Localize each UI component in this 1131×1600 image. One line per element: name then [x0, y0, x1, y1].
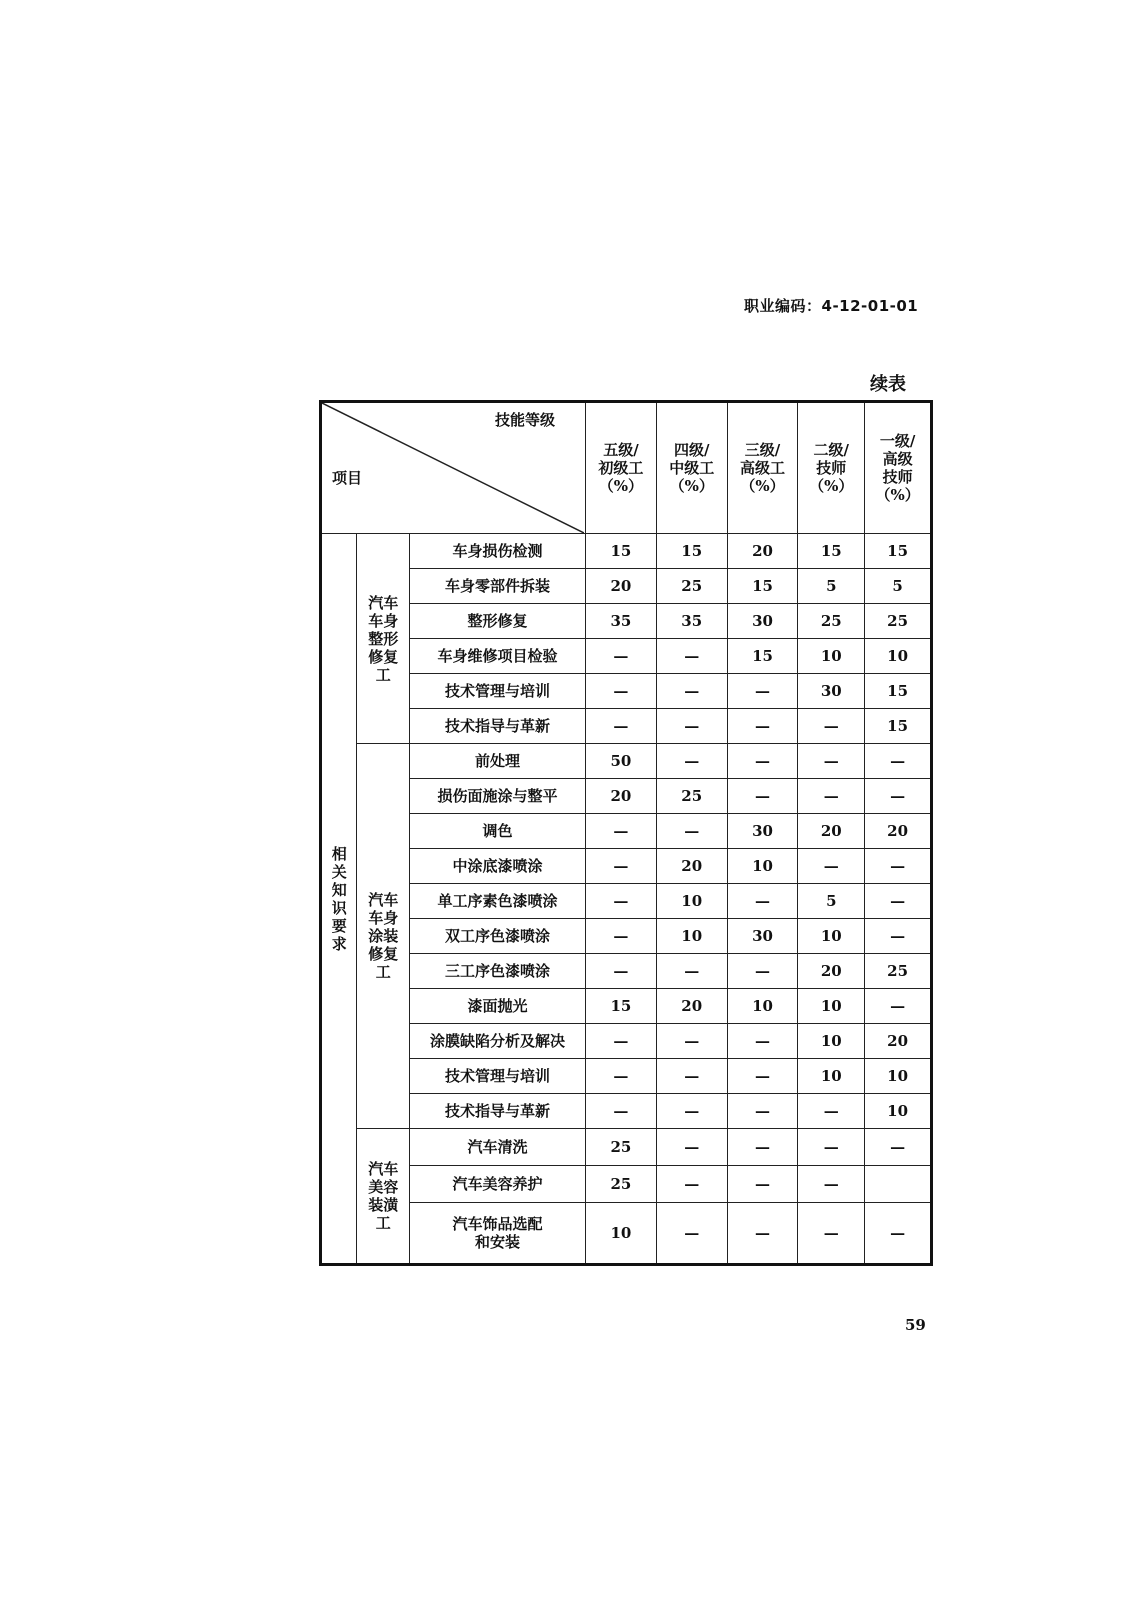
value-cell: — [586, 884, 657, 919]
item-cell: 损伤面施涂与整平 [410, 779, 586, 814]
item-cell: 前处理 [410, 744, 586, 779]
value-cell: — [727, 744, 798, 779]
table-row [321, 709, 932, 744]
value-cell: 5 [798, 569, 865, 604]
level-header-1: 一级/ 高级 技师 （%） [865, 402, 932, 534]
value-cell: — [586, 954, 657, 989]
value-cell: 5 [865, 569, 932, 604]
value-cell: 10 [865, 639, 932, 674]
table-row [321, 814, 932, 849]
value-cell: — [727, 1166, 798, 1203]
value-cell: — [865, 1129, 932, 1166]
category-cell: 相 关 知 识 要 求 [321, 534, 357, 1265]
value-cell: — [656, 744, 727, 779]
value-cell: — [865, 919, 932, 954]
level-header-5: 五级/ 初级工 （%） [586, 402, 657, 534]
value-cell: 25 [586, 1166, 657, 1203]
value-cell: — [656, 814, 727, 849]
table-row [321, 849, 932, 884]
item-cell: 三工序色漆喷涂 [410, 954, 586, 989]
table-row [321, 919, 932, 954]
value-cell: — [727, 1203, 798, 1265]
value-cell: 25 [586, 1129, 657, 1166]
value-cell: — [727, 1094, 798, 1129]
value-cell: 15 [798, 534, 865, 569]
value-cell: 50 [586, 744, 657, 779]
value-cell: 30 [727, 814, 798, 849]
value-cell: — [865, 989, 932, 1024]
value-cell: 10 [798, 919, 865, 954]
value-cell: — [656, 1059, 727, 1094]
group-name-cell: 汽车 车身 涂装 修复 工 [357, 744, 410, 1129]
value-cell: 20 [798, 954, 865, 989]
value-cell: 25 [798, 604, 865, 639]
table-row [321, 534, 932, 569]
value-cell: — [586, 709, 657, 744]
value-cell: — [798, 744, 865, 779]
value-cell: — [656, 1166, 727, 1203]
header-row [321, 402, 932, 534]
occupation-code: 职业编码：4-12-01-01 [744, 297, 919, 315]
value-cell: 35 [586, 604, 657, 639]
value-cell: 10 [798, 639, 865, 674]
value-cell: — [727, 954, 798, 989]
item-cell: 中涂底漆喷涂 [410, 849, 586, 884]
value-cell: — [656, 639, 727, 674]
value-cell: — [586, 674, 657, 709]
value-cell: 25 [656, 569, 727, 604]
table-row [321, 1059, 932, 1094]
item-cell: 技术管理与培训 [410, 1059, 586, 1094]
value-cell: 20 [727, 534, 798, 569]
value-cell: — [656, 1024, 727, 1059]
value-cell: 10 [656, 884, 727, 919]
group-name-cell: 汽车 车身 整形 修复 工 [357, 534, 410, 744]
table-row [321, 1166, 932, 1203]
value-cell: — [586, 849, 657, 884]
table-row [321, 989, 932, 1024]
item-cell: 调色 [410, 814, 586, 849]
value-cell: — [656, 1203, 727, 1265]
item-cell: 单工序素色漆喷涂 [410, 884, 586, 919]
value-cell: — [586, 1059, 657, 1094]
value-cell: 20 [656, 989, 727, 1024]
item-cell: 涂膜缺陷分析及解决 [410, 1024, 586, 1059]
value-cell: 10 [798, 1059, 865, 1094]
value-cell: 15 [865, 534, 932, 569]
value-cell: — [727, 674, 798, 709]
group-name-cell: 汽车 美容 装潢 工 [357, 1129, 410, 1265]
value-cell: 15 [656, 534, 727, 569]
value-cell: 10 [798, 1024, 865, 1059]
value-cell: — [727, 1129, 798, 1166]
value-cell: 30 [727, 604, 798, 639]
table-row [321, 884, 932, 919]
value-cell: 25 [656, 779, 727, 814]
value-cell: 10 [727, 849, 798, 884]
value-cell: 25 [865, 604, 932, 639]
value-cell: — [586, 639, 657, 674]
value-cell: — [865, 884, 932, 919]
value-cell: 20 [656, 849, 727, 884]
value-cell: — [798, 779, 865, 814]
corner-item-label: 项目 [332, 469, 363, 487]
item-cell: 汽车美容养护 [410, 1166, 586, 1203]
value-cell: — [586, 919, 657, 954]
item-cell: 车身损伤检测 [410, 534, 586, 569]
value-cell: — [865, 779, 932, 814]
table-row [321, 744, 932, 779]
value-cell: — [727, 884, 798, 919]
value-cell: 15 [865, 709, 932, 744]
value-cell: 20 [865, 814, 932, 849]
value-cell: — [798, 709, 865, 744]
value-cell: — [656, 954, 727, 989]
value-cell: 15 [727, 569, 798, 604]
value-cell: — [586, 1094, 657, 1129]
value-cell: — [656, 1094, 727, 1129]
value-cell: 35 [656, 604, 727, 639]
value-cell: — [798, 849, 865, 884]
table-row [321, 779, 932, 814]
value-cell [865, 1166, 932, 1203]
table-row [321, 954, 932, 989]
value-cell: 10 [586, 1203, 657, 1265]
value-cell: 20 [865, 1024, 932, 1059]
value-cell: — [865, 849, 932, 884]
value-cell: 15 [586, 534, 657, 569]
value-cell: 15 [865, 674, 932, 709]
header-corner-cell [321, 402, 586, 534]
item-cell: 技术指导与革新 [410, 709, 586, 744]
value-cell: — [656, 709, 727, 744]
value-cell: — [727, 779, 798, 814]
value-cell: 20 [586, 569, 657, 604]
item-cell: 漆面抛光 [410, 989, 586, 1024]
table-row [321, 604, 932, 639]
skill-weight-table [319, 400, 933, 1266]
item-cell: 车身零部件拆装 [410, 569, 586, 604]
table-row [321, 569, 932, 604]
level-header-2: 二级/ 技师 （%） [798, 402, 865, 534]
item-cell: 整形修复 [410, 604, 586, 639]
value-cell: 20 [798, 814, 865, 849]
value-cell: 30 [727, 919, 798, 954]
continued-label: 续表 [870, 374, 906, 395]
value-cell: 10 [865, 1059, 932, 1094]
value-cell: 15 [586, 989, 657, 1024]
value-cell: — [727, 1024, 798, 1059]
value-cell: 25 [865, 954, 932, 989]
item-cell: 汽车清洗 [410, 1129, 586, 1166]
value-cell: — [798, 1094, 865, 1129]
value-cell: 5 [798, 884, 865, 919]
value-cell: 20 [586, 779, 657, 814]
table-row [321, 1203, 932, 1265]
table-row [321, 1094, 932, 1129]
level-header-4: 四级/ 中级工 （%） [656, 402, 727, 534]
value-cell: — [656, 1129, 727, 1166]
value-cell: — [586, 1024, 657, 1059]
value-cell: — [798, 1166, 865, 1203]
item-cell: 双工序色漆喷涂 [410, 919, 586, 954]
value-cell: — [798, 1129, 865, 1166]
value-cell: — [865, 744, 932, 779]
table-row [321, 639, 932, 674]
item-cell: 汽车饰品选配 和安装 [410, 1203, 586, 1265]
corner-skill-level-label: 技能等级 [495, 411, 556, 429]
item-cell: 车身维修项目检验 [410, 639, 586, 674]
item-cell: 技术管理与培训 [410, 674, 586, 709]
value-cell: — [656, 674, 727, 709]
value-cell: 15 [727, 639, 798, 674]
value-cell: — [727, 1059, 798, 1094]
value-cell: 30 [798, 674, 865, 709]
table-row [321, 1024, 932, 1059]
value-cell: 10 [656, 919, 727, 954]
page-number: 59 [905, 1316, 926, 1334]
value-cell: — [586, 814, 657, 849]
value-cell: — [798, 1203, 865, 1265]
level-header-3: 三级/ 高级工 （%） [727, 402, 798, 534]
item-cell: 技术指导与革新 [410, 1094, 586, 1129]
value-cell: 10 [865, 1094, 932, 1129]
value-cell: 10 [727, 989, 798, 1024]
table-row [321, 674, 932, 709]
value-cell: — [865, 1203, 932, 1265]
table-row [321, 1129, 932, 1166]
value-cell: 10 [798, 989, 865, 1024]
value-cell: — [727, 709, 798, 744]
